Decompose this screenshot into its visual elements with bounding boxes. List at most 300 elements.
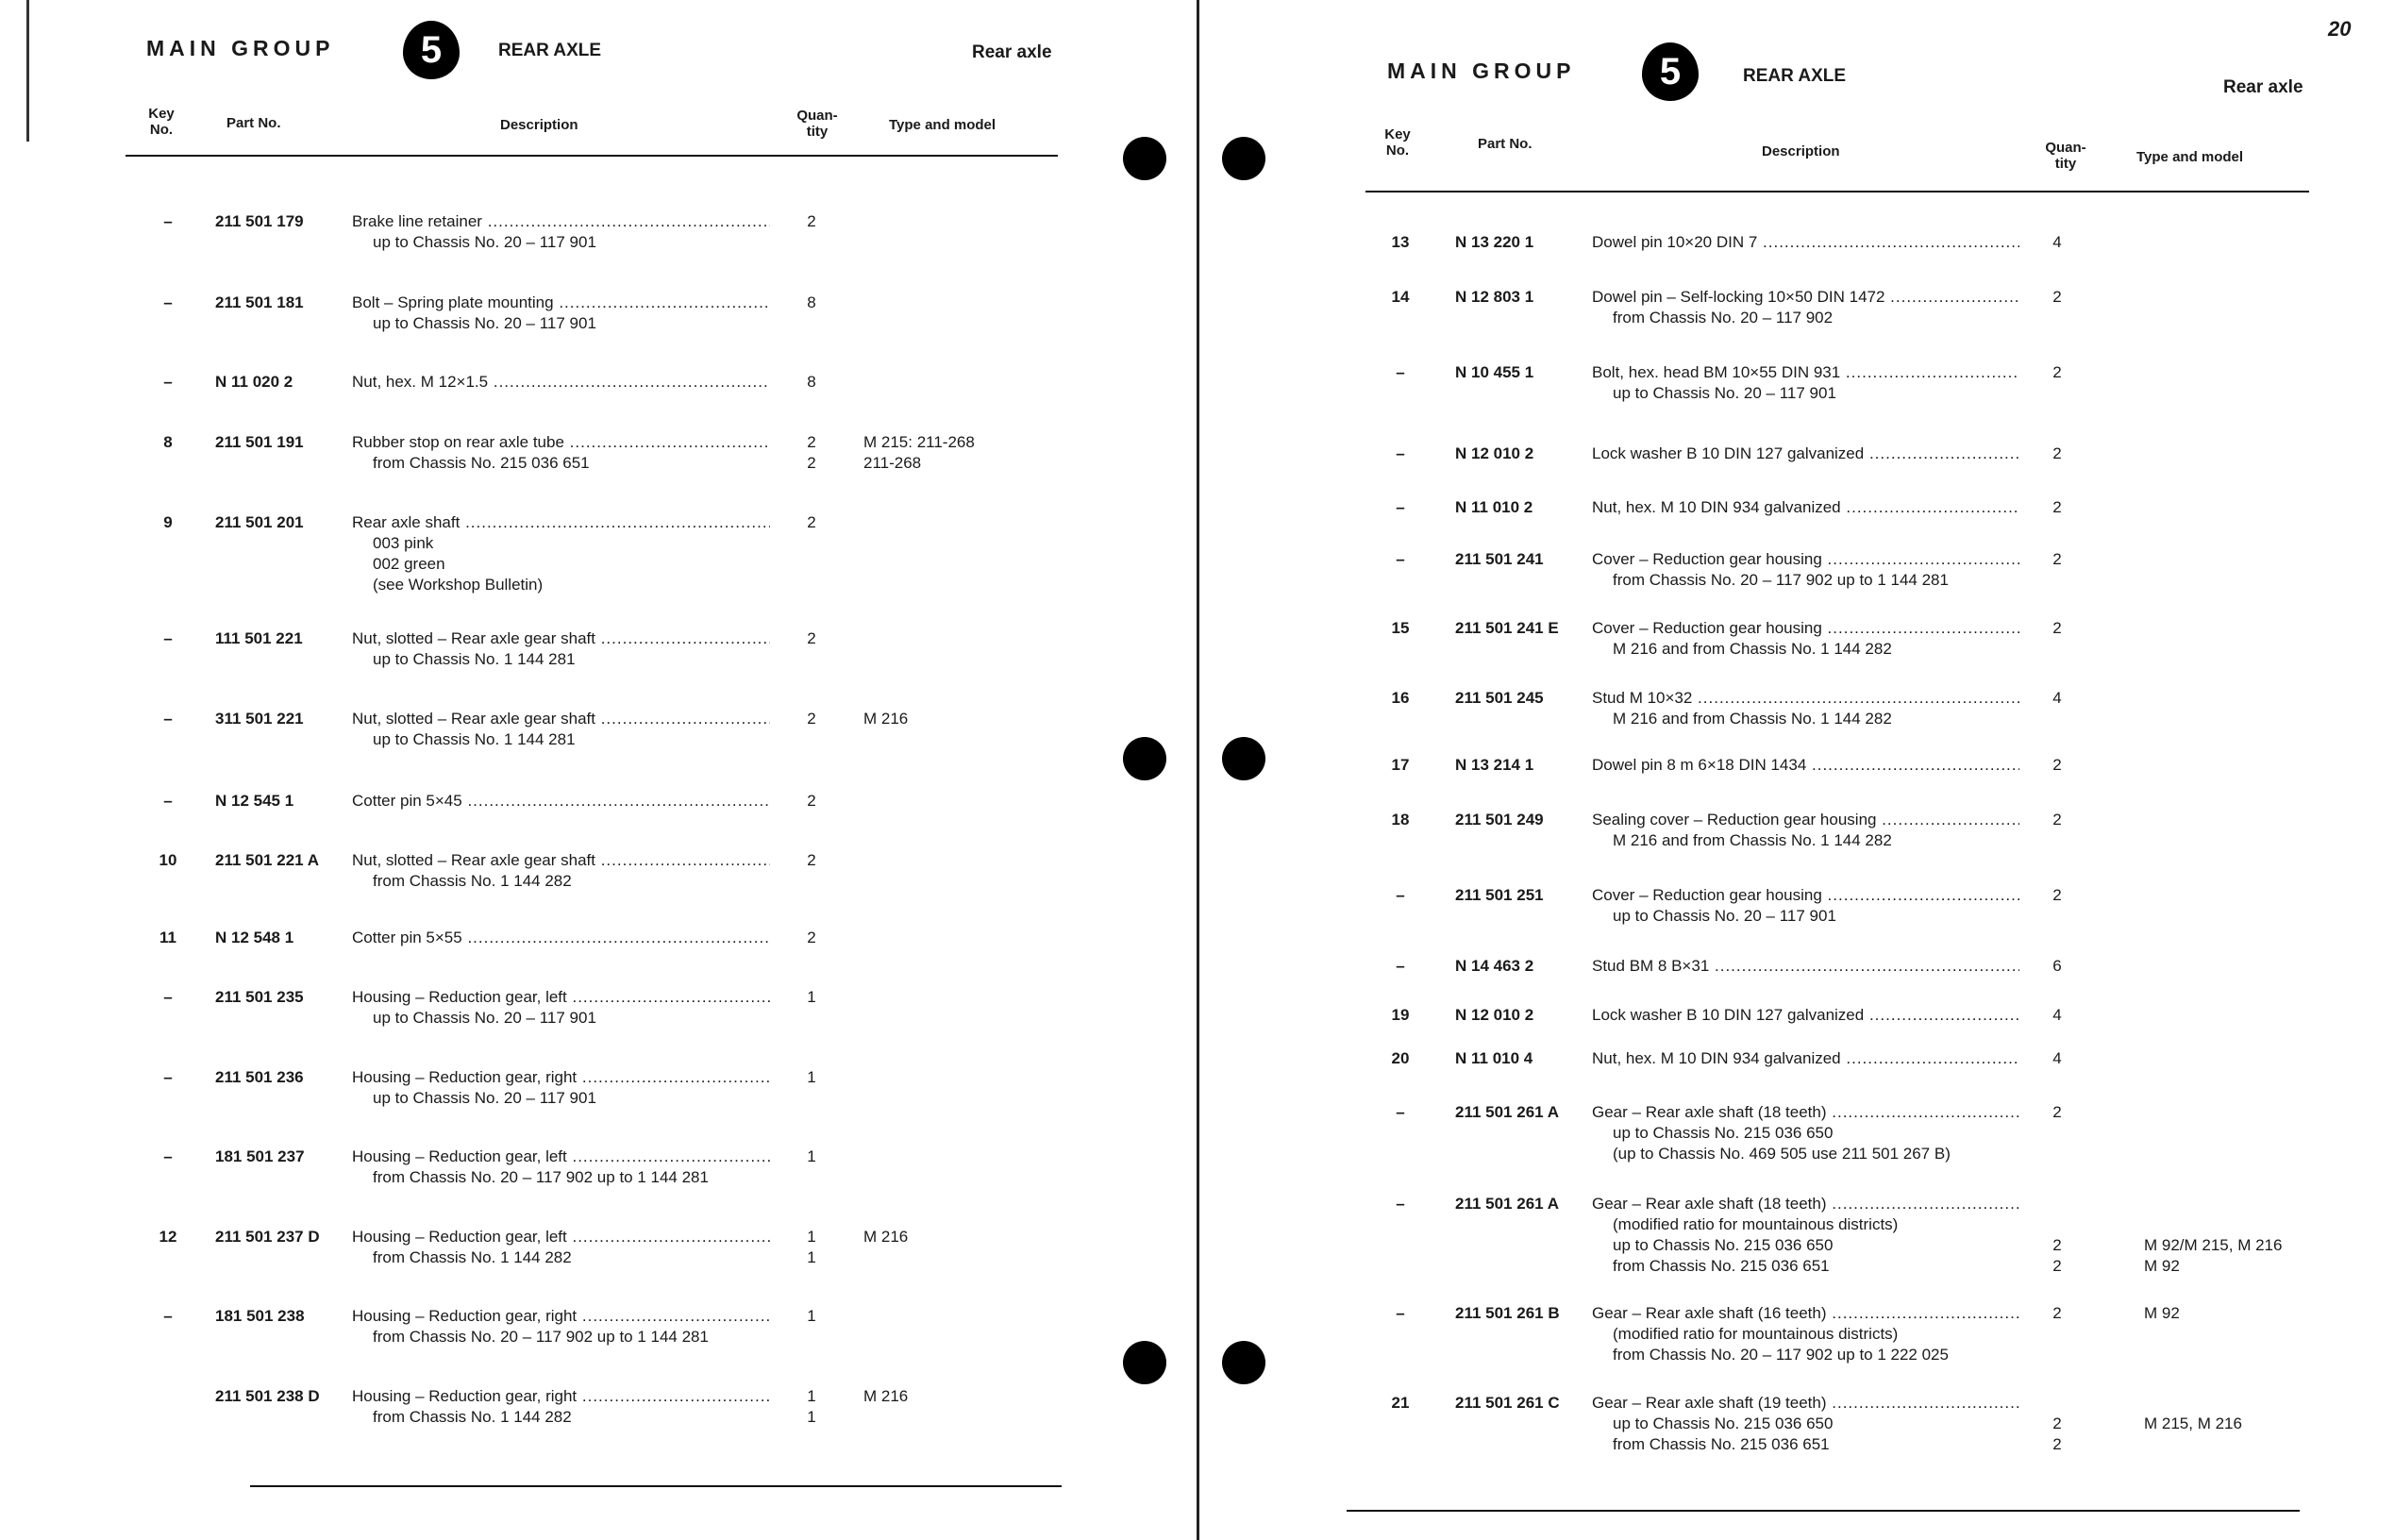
quantity-value: 4: [2052, 1049, 2062, 1067]
quantity: [797, 928, 826, 948]
group-name: REAR AXLE: [1743, 66, 1847, 86]
quantity: [2043, 956, 2071, 977]
part-number: 211 501 241 E: [1455, 619, 1559, 637]
col-header-qty: [791, 108, 844, 140]
part-description: [352, 432, 770, 474]
col-header-desc: Description: [1762, 143, 1840, 159]
key-number: 8: [163, 433, 173, 451]
key-number: 9: [163, 513, 173, 531]
part-number: N 12 010 2: [1455, 1006, 1534, 1024]
part-description: [1592, 1005, 2019, 1026]
part-description: [1592, 497, 2019, 518]
type-model-value: M 215: 211-268: [863, 433, 975, 451]
part-number: N 11 010 2: [1455, 498, 1533, 516]
description-note: from Chassis No. 20 – 117 902 up to 1 222 025: [1613, 1346, 1949, 1364]
description-text: Lock washer B 10 DIN 127 galvanized .....: [1592, 444, 2019, 464]
quantity-value: 2: [807, 629, 816, 647]
part-description: [1592, 885, 2019, 927]
description-text: Nut, hex. M 10 DIN 934 galvanized .....: [1592, 497, 2019, 518]
description-note: from Chassis No. 20 – 117 902 up to 1 144 281: [1613, 571, 1949, 589]
part-number: N 10 455 1: [1455, 363, 1534, 381]
description-text: Gear – Rear axle shaft (19 teeth) .....: [1592, 1393, 2019, 1414]
type-model-value: M 216: [863, 710, 909, 728]
quantity-value: 2: [2052, 811, 2062, 829]
quantity: [797, 293, 826, 313]
part-number: N 11 010 4: [1455, 1049, 1533, 1067]
description-text: Bolt – Spring plate mounting .....: [352, 293, 770, 313]
description-text: Gear – Rear axle shaft (18 teeth) .....: [1592, 1102, 2019, 1123]
description-note: M 216 and from Chassis No. 1 144 282: [1613, 710, 1892, 728]
key-number: –: [1396, 1304, 1405, 1322]
description-text: Housing – Reduction gear, left .....: [352, 987, 770, 1008]
part-description: [1592, 362, 2019, 404]
part-description: [352, 1147, 770, 1188]
key-number: 12: [159, 1228, 177, 1246]
description-text: Gear – Rear axle shaft (16 teeth) .....: [1592, 1303, 2019, 1324]
description-note: up to Chassis No. 20 – 117 901: [373, 1089, 596, 1107]
key-number: 16: [1391, 689, 1410, 707]
part-description: [1592, 688, 2019, 729]
col-header-desc: Description: [500, 117, 578, 133]
part-description: [1592, 1048, 2019, 1069]
col-header-key-line: Key: [148, 106, 175, 122]
col-header-qty-line: Quan-: [2045, 140, 2086, 156]
footer-rule: [250, 1485, 1062, 1487]
col-header-key-line: Key: [1384, 126, 1411, 142]
quantity: [2043, 618, 2071, 639]
binder-hole: [1222, 737, 1265, 780]
description-text: Sealing cover – Reduction gear housing .....: [1592, 810, 2019, 830]
part-number: 211 501 251: [1455, 886, 1544, 904]
description-note: (modified ratio for mountainous districts): [1613, 1325, 1899, 1343]
type-model: [2144, 1194, 2282, 1277]
part-number: 181 501 237: [215, 1147, 305, 1165]
part-number: 211 501 221 A: [215, 851, 319, 869]
quantity: [2043, 232, 2071, 253]
part-description: [1592, 287, 2019, 328]
quantity: [797, 1147, 826, 1167]
key-number: –: [163, 1147, 173, 1165]
quantity-value: 1: [807, 1408, 816, 1426]
part-number: N 12 010 2: [1455, 444, 1534, 462]
part-number: 211 501 181: [215, 293, 304, 311]
description-text: Nut, slotted – Rear axle gear shaft .....: [352, 628, 770, 649]
key-number: –: [1396, 1103, 1405, 1121]
quantity-value: 2: [807, 710, 816, 728]
type-model: [2144, 1303, 2180, 1324]
key-number: –: [163, 1068, 173, 1086]
part-description: [352, 1227, 770, 1268]
description-note: up to Chassis No. 215 036 650: [1613, 1414, 1834, 1432]
description-note: M 216 and from Chassis No. 1 144 282: [1613, 831, 1892, 849]
part-number: 211 501 261 A: [1455, 1195, 1559, 1213]
description-note: (up to Chassis No. 469 505 use 211 501 267 B): [1613, 1145, 1951, 1163]
quantity: [2043, 1048, 2071, 1069]
quantity: [797, 1386, 826, 1428]
part-description: [352, 850, 770, 892]
description-text: Cotter pin 5×45 .....: [352, 791, 770, 812]
page-fold: [1197, 0, 1199, 1540]
description-note: from Chassis No. 1 144 282: [373, 872, 572, 890]
quantity: [2043, 549, 2071, 570]
quantity-value: 2: [2052, 444, 2062, 462]
description-text: Cover – Reduction gear housing .....: [1592, 885, 2019, 906]
quantity: [2043, 688, 2071, 709]
col-header-type: Type and model: [889, 117, 997, 133]
description-text: Cotter pin 5×55 .....: [352, 928, 770, 948]
key-number: 13: [1391, 233, 1410, 251]
col-header-qty-line: tity: [806, 124, 829, 140]
quantity: [2043, 497, 2071, 518]
description-text: Brake line retainer .....: [352, 211, 770, 232]
type-model: [863, 1227, 908, 1247]
description-note: up to Chassis No. 215 036 650: [1613, 1236, 1834, 1254]
description-text: Gear – Rear axle shaft (18 teeth) .....: [1592, 1194, 2019, 1214]
quantity-value: [2043, 1194, 2071, 1214]
quantity-value: 2: [807, 454, 816, 472]
quantity-value: 1: [807, 1248, 816, 1266]
part-description: [1592, 549, 2019, 591]
quantity-value: 2: [807, 212, 816, 230]
part-number: 211 501 236: [215, 1068, 304, 1086]
quantity-value: 2: [2052, 756, 2062, 774]
quantity: [2043, 362, 2071, 383]
type-model-value: M 216: [863, 1228, 909, 1246]
part-description: [352, 987, 770, 1029]
description-text: Nut, slotted – Rear axle gear shaft .....: [352, 850, 770, 871]
description-note: from Chassis No. 1 144 282: [373, 1248, 572, 1266]
description-note: up to Chassis No. 1 144 281: [373, 730, 576, 748]
description-text: Cover – Reduction gear housing .....: [1592, 618, 2019, 639]
description-text: Bolt, hex. head BM 10×55 DIN 931 .....: [1592, 362, 2019, 383]
quantity-value: 2: [2052, 1257, 2062, 1275]
part-number: N 13 214 1: [1455, 756, 1534, 774]
description-text: Dowel pin – Self-locking 10×50 DIN 1472 .....: [1592, 287, 2019, 308]
quantity: [797, 1227, 826, 1268]
description-note: from Chassis No. 1 144 282: [373, 1408, 572, 1426]
col-header-part: Part No.: [1478, 136, 1532, 152]
quantity: [797, 1067, 826, 1088]
quantity-value: 4: [2052, 1006, 2062, 1024]
key-number: –: [163, 373, 173, 391]
footer-rule: [1347, 1510, 2300, 1512]
quantity-value: 1: [807, 1228, 816, 1246]
col-header-key-line: No.: [1385, 142, 1410, 159]
binder-hole: [1123, 1341, 1166, 1384]
binder-hole: [1222, 1341, 1265, 1384]
quantity: [797, 432, 826, 474]
quantity-value: 2: [2052, 288, 2062, 306]
quantity-value: 2: [2052, 1435, 2062, 1453]
part-description: [1592, 444, 2019, 464]
description-note: up to Chassis No. 215 036 650: [1613, 1124, 1834, 1142]
part-description: [352, 791, 770, 812]
part-number: 211 501 261 C: [1455, 1394, 1560, 1412]
part-description: [352, 293, 770, 334]
part-description: [352, 928, 770, 948]
part-description: [352, 512, 770, 595]
col-header-qty-line: Quan-: [796, 108, 838, 124]
part-description: [352, 628, 770, 670]
binder-hole: [1123, 737, 1166, 780]
part-number: N 12 545 1: [215, 792, 294, 810]
description-note: from Chassis No. 215 036 651: [1613, 1257, 1830, 1275]
quantity: [797, 372, 826, 393]
quantity-value: 2: [2052, 550, 2062, 568]
key-number: –: [163, 710, 173, 728]
left-page: [0, 0, 1197, 1540]
part-description: [352, 211, 770, 253]
part-description: [352, 1306, 770, 1348]
description-text: Dowel pin 10×20 DIN 7 .....: [1592, 232, 2019, 253]
type-model-value: 211-268: [863, 454, 922, 472]
part-number: 211 501 179: [215, 212, 304, 230]
quantity-value: 1: [807, 1147, 816, 1165]
quantity-value: 2: [2052, 1304, 2062, 1322]
description-note: from Chassis No. 215 036 651: [1613, 1435, 1830, 1453]
description-note: from Chassis No. 20 – 117 902 up to 1 144 281: [373, 1168, 709, 1186]
description-text: Lock washer B 10 DIN 127 galvanized .....: [1592, 1005, 2019, 1026]
quantity: [797, 709, 826, 729]
key-number: 21: [1391, 1394, 1410, 1412]
key-number: –: [163, 212, 173, 230]
part-description: [1592, 956, 2019, 977]
key-number: 15: [1391, 619, 1410, 637]
quantity-value: 8: [807, 293, 816, 311]
col-header-key: [1374, 126, 1421, 159]
part-description: [352, 1067, 770, 1109]
section-title: Rear axle: [2223, 77, 2303, 97]
description-text: Housing – Reduction gear, right .....: [352, 1067, 770, 1088]
part-description: [352, 1386, 770, 1428]
quantity: [2043, 1005, 2071, 1026]
description-note: up to Chassis No. 1 144 281: [373, 650, 576, 668]
description-text: Stud BM 8 B×31 .....: [1592, 956, 2019, 977]
part-number: 181 501 238: [215, 1307, 305, 1325]
part-number: N 14 463 2: [1455, 957, 1534, 975]
part-number: 211 501 261 A: [1455, 1103, 1559, 1121]
description-text: Nut, hex. M 12×1.5 .....: [352, 372, 770, 393]
key-number: –: [1396, 886, 1405, 904]
type-model-value: [2144, 1194, 2282, 1214]
part-number: N 13 220 1: [1455, 233, 1534, 251]
quantity: [797, 1306, 826, 1327]
quantity: [2043, 885, 2071, 906]
quantity: [797, 512, 826, 533]
part-description: [1592, 1194, 2019, 1277]
quantity: [797, 850, 826, 871]
quantity: [2043, 1393, 2071, 1455]
key-number: –: [1396, 550, 1405, 568]
description-text: Housing – Reduction gear, left .....: [352, 1147, 770, 1167]
description-note: up to Chassis No. 20 – 117 901: [1613, 384, 1836, 402]
quantity-value: 1: [807, 1307, 816, 1325]
part-number: 211 501 201: [215, 513, 304, 531]
key-number: 11: [159, 929, 176, 946]
header-rule: [1365, 191, 2309, 192]
quantity: [797, 987, 826, 1008]
main-group-title: MAIN GROUP: [1387, 59, 1576, 83]
type-model-value: M 216: [863, 1387, 909, 1405]
quantity-value: 2: [2052, 1414, 2062, 1432]
type-model: [863, 432, 975, 474]
col-header-part: Part No.: [226, 115, 281, 131]
key-number: –: [1396, 444, 1405, 462]
key-number: 20: [1391, 1049, 1410, 1067]
description-text: Stud M 10×32 .....: [1592, 688, 2019, 709]
type-model-value: M 92: [2144, 1257, 2180, 1275]
scan-edge-mark: [26, 0, 29, 142]
key-number: –: [163, 988, 173, 1006]
key-number: –: [163, 293, 173, 311]
key-number: –: [163, 1307, 173, 1325]
right-page: [1200, 0, 2395, 1540]
type-model-value: [2144, 1214, 2282, 1235]
type-model: [2144, 1393, 2242, 1434]
quantity-value: 2: [807, 851, 816, 869]
quantity: [797, 628, 826, 649]
description-text: Rubber stop on rear axle tube .....: [352, 432, 770, 453]
description-text: Cover – Reduction gear housing .....: [1592, 549, 2019, 570]
quantity-value: 2: [2052, 363, 2062, 381]
quantity: [797, 791, 826, 812]
part-number: 311 501 221: [215, 710, 304, 728]
part-description: [1592, 1303, 2019, 1365]
part-description: [1592, 618, 2019, 660]
col-header-qty: [2039, 140, 2092, 172]
description-note: 003 pink: [373, 534, 434, 552]
type-model: [863, 709, 908, 729]
part-description: [1592, 232, 2019, 253]
quantity-value: 2: [2052, 886, 2062, 904]
quantity-value: 4: [2052, 689, 2062, 707]
col-header-type: Type and model: [2136, 149, 2244, 165]
type-model: [863, 1386, 908, 1407]
key-number: 19: [1391, 1006, 1410, 1024]
type-model-value: M 215, M 216: [2144, 1414, 2242, 1432]
part-description: [1592, 755, 2019, 776]
description-text: Dowel pin 8 m 6×18 DIN 1434 .....: [1592, 755, 2019, 776]
key-number: 17: [1391, 756, 1410, 774]
main-group-title: MAIN GROUP: [146, 36, 335, 60]
quantity-value: [2043, 1393, 2071, 1414]
binder-hole: [1222, 137, 1265, 180]
page-number: 20: [2328, 17, 2352, 41]
quantity-value: 2: [2052, 1236, 2062, 1254]
header-rule: [126, 155, 1058, 157]
part-description: [1592, 1393, 2019, 1455]
quantity-value: 2: [807, 433, 816, 451]
group-name: REAR AXLE: [498, 41, 602, 60]
part-description: [1592, 1102, 2019, 1164]
quantity-value: 4: [2052, 233, 2062, 251]
quantity-value: 2: [807, 792, 816, 810]
part-number: 211 501 238 D: [215, 1387, 320, 1405]
quantity-value: 2: [807, 513, 816, 531]
quantity: [797, 211, 826, 232]
description-text: Housing – Reduction gear, right .....: [352, 1306, 770, 1327]
quantity-value: 2: [2052, 1103, 2062, 1121]
part-number: N 11 020 2: [215, 373, 293, 391]
group-number-badge: 5: [403, 21, 460, 79]
key-number: –: [1396, 1195, 1405, 1213]
quantity-value: 1: [807, 988, 816, 1006]
quantity: [2043, 810, 2071, 830]
description-note: from Chassis No. 215 036 651: [373, 454, 590, 472]
key-number: –: [163, 792, 173, 810]
group-number-badge: 5: [1642, 42, 1699, 101]
quantity-value: 2: [807, 929, 816, 946]
description-note: (see Workshop Bulletin): [373, 576, 544, 594]
part-number: 211 501 237 D: [215, 1228, 320, 1246]
quantity-value: 2: [2052, 619, 2062, 637]
description-text: Housing – Reduction gear, left .....: [352, 1227, 770, 1247]
key-number: –: [1396, 957, 1405, 975]
description-text: Housing – Reduction gear, right .....: [352, 1386, 770, 1407]
key-number: 18: [1391, 811, 1410, 829]
part-number: 111 501 221: [215, 629, 303, 647]
part-description: [1592, 810, 2019, 851]
part-number: 211 501 245: [1455, 689, 1544, 707]
description-note: from Chassis No. 20 – 117 902 up to 1 144 281: [373, 1328, 709, 1346]
part-number: N 12 548 1: [215, 929, 294, 946]
quantity-value: 2: [2052, 498, 2062, 516]
quantity-value: 8: [807, 373, 816, 391]
description-note: 002 green: [373, 555, 445, 573]
col-header-key: [138, 106, 185, 138]
description-note: up to Chassis No. 20 – 117 901: [373, 233, 596, 251]
quantity-value: [2043, 1214, 2071, 1235]
part-number: 211 501 241: [1455, 550, 1544, 568]
quantity: [2043, 1102, 2071, 1123]
description-note: from Chassis No. 20 – 117 902: [1613, 309, 1834, 326]
col-header-key-line: No.: [149, 122, 174, 138]
description-note: M 216 and from Chassis No. 1 144 282: [1613, 640, 1892, 658]
description-text: Nut, hex. M 10 DIN 934 galvanized .....: [1592, 1048, 2019, 1069]
description-note: up to Chassis No. 20 – 117 901: [373, 1009, 596, 1027]
part-number: 211 501 235: [215, 988, 304, 1006]
part-description: [352, 372, 770, 393]
key-number: –: [163, 629, 173, 647]
type-model-value: M 92: [2144, 1304, 2180, 1322]
section-title: Rear axle: [972, 42, 1052, 62]
key-number: 10: [159, 851, 177, 869]
quantity-value: 6: [2052, 957, 2062, 975]
description-note: (modified ratio for mountainous districts): [1613, 1215, 1899, 1233]
quantity: [2043, 755, 2071, 776]
description-note: up to Chassis No. 20 – 117 901: [373, 314, 596, 332]
col-header-qty-line: tity: [2054, 156, 2077, 172]
part-number: 211 501 261 B: [1455, 1304, 1560, 1322]
binder-hole: [1123, 137, 1166, 180]
quantity: [2043, 1303, 2071, 1324]
quantity-value: 1: [807, 1068, 816, 1086]
quantity: [2043, 287, 2071, 308]
type-model-value: M 92/M 215, M 216: [2144, 1236, 2283, 1254]
part-number: 211 501 249: [1455, 811, 1544, 829]
quantity: [2043, 444, 2071, 464]
description-text: Rear axle shaft .....: [352, 512, 770, 533]
key-number: 14: [1391, 288, 1410, 306]
key-number: –: [1396, 363, 1405, 381]
part-number: N 12 803 1: [1455, 288, 1534, 306]
key-number: –: [1396, 498, 1405, 516]
type-model-value: [2144, 1393, 2242, 1414]
description-text: Nut, slotted – Rear axle gear shaft .....: [352, 709, 770, 729]
quantity: [2043, 1194, 2071, 1277]
part-description: [352, 709, 770, 750]
part-number: 211 501 191: [215, 433, 304, 451]
